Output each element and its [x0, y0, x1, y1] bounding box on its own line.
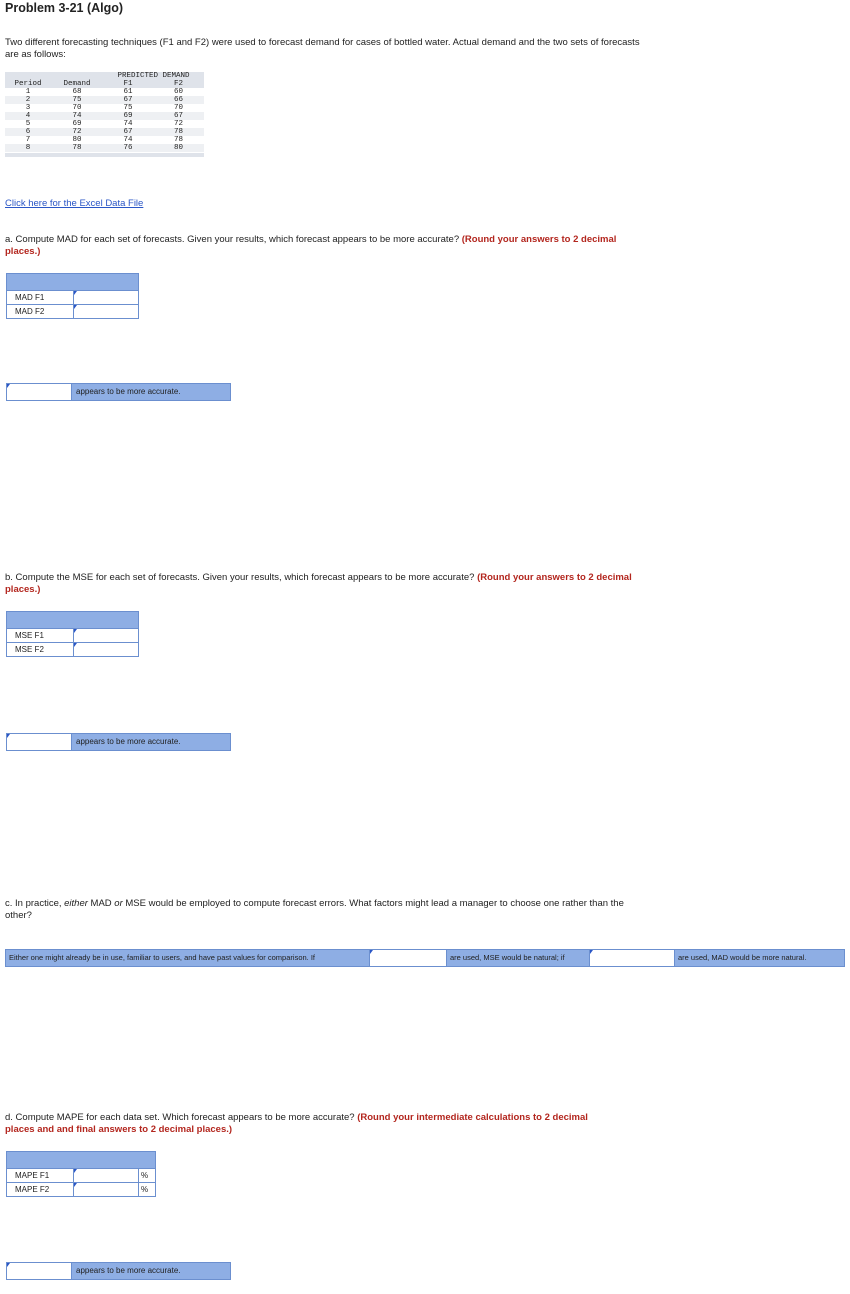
part-b-question [5, 572, 645, 596]
cell-period: 3 [25, 104, 31, 112]
cell-demand: 74 [51, 112, 103, 120]
mad-f1-field[interactable] [74, 291, 138, 304]
cell-demand: 75 [51, 96, 103, 104]
part-a-text: a. Compute MAD for each set of forecasts. Given your results, which forecast appears to be more accurate? [5, 234, 460, 245]
mape-answer-grid [6, 1151, 156, 1197]
table-row [5, 112, 204, 120]
cell-period: 2 [5, 96, 51, 104]
cell-f1: 69 [103, 112, 153, 120]
cell-f2: 70 [174, 104, 184, 112]
mad-f2-field[interactable] [74, 305, 138, 318]
part-b-note: (Round your answers to 2 decimal places.) [5, 572, 632, 595]
cell-demand: 80 [72, 136, 82, 144]
grid-header [7, 274, 139, 291]
grid-header [7, 1152, 156, 1169]
col-header-period: Period [5, 80, 51, 88]
cell-f2: 78 [174, 136, 184, 144]
part-d-note: (Round your intermediate calculations to 2 decimal places and and final answers to 2 decimal places.) [5, 1112, 588, 1135]
cell-demand: 69 [72, 120, 82, 128]
part-d-forecast-select[interactable] [7, 1263, 72, 1279]
part-a-answer-row [6, 383, 231, 401]
part-c-segment-3: are used, MAD would be more natural. [675, 950, 844, 966]
cell-f2: 72 [174, 120, 184, 128]
table-row [5, 128, 204, 136]
cell-f1: 74 [123, 120, 133, 128]
part-c-text-mid: MAD [87, 898, 115, 909]
mse-f1-input[interactable] [74, 629, 139, 643]
mad-f2-input[interactable] [74, 305, 139, 319]
problem-title: Problem 3-21 (Algo) [5, 1, 124, 15]
part-c-question [5, 898, 625, 922]
part-c-em-or: or [114, 898, 123, 909]
cell-demand: 68 [72, 88, 82, 96]
table-row [5, 136, 204, 144]
part-c-answer-row [5, 949, 845, 967]
grid-header [7, 612, 139, 629]
part-d-answer-row [6, 1262, 231, 1280]
table-footer-bar [5, 153, 204, 157]
part-c-blank-2[interactable] [589, 950, 675, 966]
col-header-f2: F2 [153, 80, 204, 88]
cell-f2: 66 [153, 96, 204, 104]
part-a-forecast-select[interactable] [7, 384, 72, 400]
mape-f1-field[interactable] [74, 1169, 138, 1182]
cell-f1: 67 [103, 96, 153, 104]
cell-f1: 74 [123, 136, 133, 144]
mape-f2-field[interactable] [74, 1183, 138, 1196]
part-a-note: (Round your answers to 2 decimal places.) [5, 234, 617, 257]
mad-f1-input[interactable] [74, 291, 139, 305]
cell-period: 8 [5, 144, 51, 152]
mape-f1-input[interactable] [74, 1169, 139, 1183]
mad-f1-label: MAD F1 [7, 291, 74, 305]
mape-f1-unit: % [139, 1169, 156, 1183]
cell-f2: 78 [153, 128, 204, 136]
part-c-blank-1[interactable] [369, 950, 447, 966]
cell-period: 7 [25, 136, 31, 144]
part-d-question [5, 1112, 605, 1136]
excel-data-link[interactable]: Click here for the Excel Data File [5, 198, 144, 209]
table-row [5, 88, 204, 96]
cell-period: 4 [5, 112, 51, 120]
table-row [5, 144, 204, 152]
mse-f1-label: MSE F1 [7, 629, 74, 643]
mad-answer-grid [6, 273, 139, 319]
demand-forecast-table [5, 72, 204, 157]
cell-period: 5 [25, 120, 31, 128]
cell-period: 1 [25, 88, 31, 96]
part-a-question [5, 234, 645, 258]
col-header-f1: F1 [103, 80, 153, 88]
mse-f2-label: MSE F2 [7, 643, 74, 657]
cell-demand: 72 [51, 128, 103, 136]
mape-f1-label: MAPE F1 [7, 1169, 74, 1183]
cell-f1: 75 [123, 104, 133, 112]
mse-f1-field[interactable] [74, 629, 138, 642]
part-b-forecast-select[interactable] [7, 734, 72, 750]
part-c-text-pre: c. In practice, [5, 898, 65, 909]
mape-f2-unit: % [139, 1183, 156, 1197]
cell-demand: 70 [72, 104, 82, 112]
part-a-select-text: appears to be more accurate. [72, 384, 230, 400]
part-d-select-text: appears to be more accurate. [72, 1263, 230, 1279]
part-b-answer-row [6, 733, 231, 751]
cell-period: 6 [5, 128, 51, 136]
mape-f2-input[interactable] [74, 1183, 139, 1197]
mad-f2-label: MAD F2 [7, 305, 74, 319]
cell-f2: 60 [174, 88, 184, 96]
cell-demand: 78 [51, 144, 103, 152]
part-c-segment-1: Either one might already be in use, familiar to users, and have past values for comparison. If [6, 950, 369, 966]
part-c-segment-2: are used, MSE would be natural; if [447, 950, 589, 966]
part-b-text: b. Compute the MSE for each set of forecasts. Given your results, which forecast appears to be more accurate? [5, 572, 475, 583]
cell-f2: 80 [153, 144, 204, 152]
group-header: PREDICTED DEMAND [103, 72, 204, 80]
cell-f1: 67 [103, 128, 153, 136]
mse-f2-input[interactable] [74, 643, 139, 657]
cell-f2: 67 [153, 112, 204, 120]
problem-intro: Two different forecasting techniques (F1 and F2) were used to forecast demand for cases of bottled water. Actual demand and the two sets of forecasts are as follows: [5, 37, 640, 60]
mse-answer-grid [6, 611, 139, 657]
cell-f1: 76 [103, 144, 153, 152]
col-header-demand: Demand [51, 80, 103, 88]
mape-f2-label: MAPE F2 [7, 1183, 74, 1197]
table-row [5, 120, 204, 128]
part-d-text: d. Compute MAPE for each data set. Which forecast appears to be more accurate? [5, 1112, 355, 1123]
part-c-text-post: MSE would be employed to compute forecast errors. What factors might lead a manager to choose one rather than the other? [5, 898, 624, 921]
cell-f1: 61 [123, 88, 133, 96]
table-row [5, 104, 204, 112]
mse-f2-field[interactable] [74, 643, 138, 656]
part-b-select-text: appears to be more accurate. [72, 734, 230, 750]
table-row [5, 96, 204, 104]
part-c-em-either: either [64, 898, 88, 909]
